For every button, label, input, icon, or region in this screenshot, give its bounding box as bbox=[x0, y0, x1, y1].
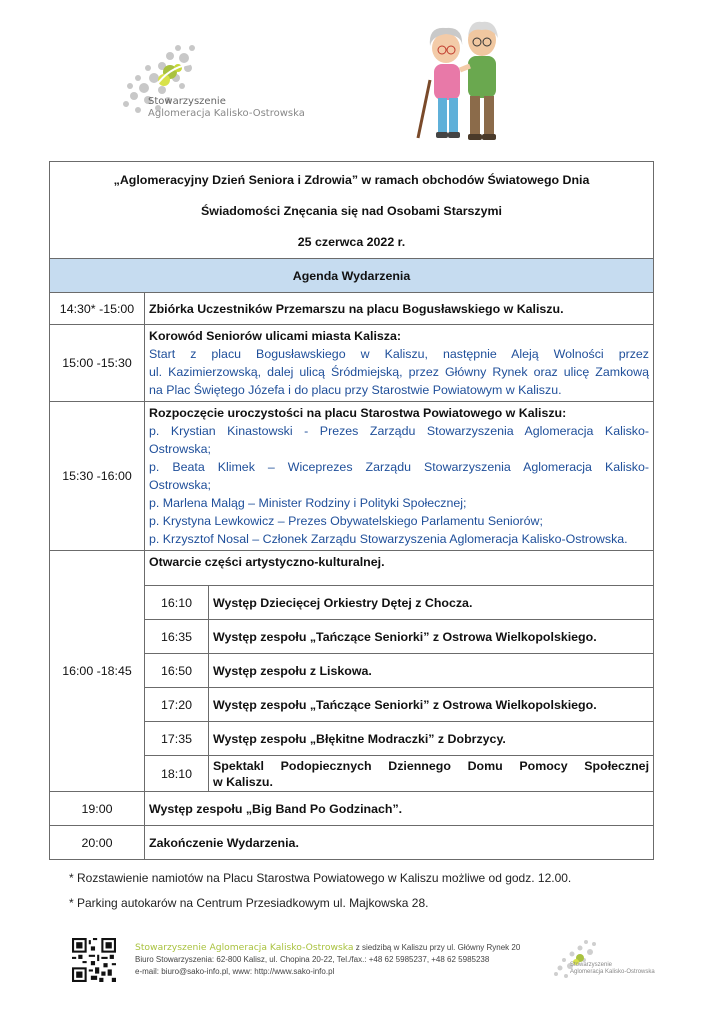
row-time: 15:30 -16:00 bbox=[50, 402, 145, 551]
row-title: Rozpoczęcie uroczystości na placu Starostwa Powiatowego w Kaliszu: bbox=[149, 406, 567, 420]
agenda-table bbox=[49, 161, 654, 860]
speaker-line: p. Krystian Kinastowski - Prezes Zarządu Stowarzyszenia Aglomeracja Kalisko- bbox=[149, 424, 650, 438]
row-program bbox=[145, 551, 654, 792]
event-title-line-1: „Aglomeracyjny Dzień Seniora i Zdrowia” w ramach obchodów Światowego Dnia bbox=[113, 173, 590, 187]
footer-email-www: e-mail: biuro@sako-info.pl, www: http://www.sako-info.pl bbox=[135, 967, 335, 976]
row-line: Start z placu Bogusławskiego w Kaliszu, następnie Aleją Wolności przez bbox=[149, 347, 650, 361]
footnote-tents: * Rozstawienie namiotów na Placu Starostwa Powiatowego w Kaliszu możliwe od godz. 12.00. bbox=[69, 871, 572, 885]
row-text: Zakończenie Wydarzenia. bbox=[145, 826, 654, 860]
footnote-parking: * Parking autokarów na Centrum Przesiadkowym ul. Majkowska 28. bbox=[69, 896, 429, 910]
program-text: Występ Dziecięcej Orkiestry Dętej z Chocza. bbox=[209, 586, 654, 620]
agenda-title-row bbox=[50, 259, 654, 293]
program-text: Występ zespołu „Tańczące Seniorki” z Ostrowa Wielkopolskiego. bbox=[209, 688, 654, 722]
program-row bbox=[145, 756, 654, 792]
speaker-line: p. Krzysztof Nosal – Członek Zarządu Stowarzyszenia Aglomeracja Kalisko-Ostrowska. bbox=[149, 532, 628, 546]
footer-org-name: Stowarzyszenie Aglomeracja Kalisko-Ostrowska bbox=[135, 942, 354, 953]
logo-caption bbox=[148, 96, 305, 120]
row-description bbox=[145, 325, 654, 402]
row-time: 15:00 -15:30 bbox=[50, 325, 145, 402]
program-time: 16:35 bbox=[145, 620, 209, 654]
program-row bbox=[145, 654, 654, 688]
program-text: Występ zespołu „Tańczące Seniorki” z Ostrowa Wielkopolskiego. bbox=[209, 620, 654, 654]
row-text: Występ zespołu „Big Band Po Godzinach”. bbox=[145, 792, 654, 826]
row-text: Zbiórka Uczestników Przemarszu na placu Bogusławskiego w Kaliszu. bbox=[145, 293, 654, 325]
speaker-line: p. Marlena Maląg – Minister Rodziny i Polityki Społecznej; bbox=[149, 496, 467, 510]
header-row bbox=[50, 162, 654, 259]
agenda-title: Agenda Wydarzenia bbox=[50, 259, 654, 293]
program-text bbox=[209, 756, 654, 792]
logo-line-2: Aglomeracja Kalisko-Ostrowska bbox=[148, 108, 305, 119]
program-time: 18:10 bbox=[145, 756, 209, 792]
row-description bbox=[145, 402, 654, 551]
program-text-line: Spektakl Podopiecznych Dziennego Domu Pomocy Społecznej bbox=[213, 758, 650, 773]
program-time: 17:35 bbox=[145, 722, 209, 756]
table-row bbox=[50, 551, 654, 792]
speaker-line: p. Beata Klimek – Wiceprezes Zarządu Stowarzyszenia Aglomeracja Kalisko- bbox=[149, 460, 650, 474]
event-header bbox=[50, 162, 654, 259]
footer-logo-line-2: Aglomeracja Kalisko-Ostrowska bbox=[570, 969, 655, 975]
program-text: Występ zespołu z Liskowa. bbox=[209, 654, 654, 688]
footnotes bbox=[69, 866, 571, 916]
qr-code-icon bbox=[72, 938, 116, 982]
footer-office: Biuro Stowarzyszenia: 62-800 Kalisz, ul. Chopina 20-22, Tel./fax.: +48 62 5985237, +48 62 5985238 bbox=[135, 955, 490, 964]
program-time: 17:20 bbox=[145, 688, 209, 722]
row-title: Korowód Seniorów ulicami miasta Kalisza: bbox=[149, 329, 401, 343]
row-time: 16:00 -18:45 bbox=[50, 551, 145, 792]
page-footer bbox=[72, 938, 672, 988]
table-row bbox=[50, 293, 654, 325]
row-time: 19:00 bbox=[50, 792, 145, 826]
seniors-illustration bbox=[412, 10, 512, 145]
program-row bbox=[145, 722, 654, 756]
footer-logo-caption bbox=[570, 962, 655, 976]
program-text: Występ zespołu „Błękitne Modraczki” z Dobrzycy. bbox=[209, 722, 654, 756]
event-date: 25 czerwca 2022 r. bbox=[297, 235, 406, 249]
row-time: 20:00 bbox=[50, 826, 145, 860]
footer-seat: z siedzibą w Kaliszu przy ul. Główny Rynek 20 bbox=[353, 943, 521, 952]
table-row bbox=[50, 325, 654, 402]
program-text-line: w Kaliszu. bbox=[213, 774, 273, 789]
row-time: 14:30* -15:00 bbox=[50, 293, 145, 325]
program-row bbox=[145, 688, 654, 722]
program-row bbox=[145, 620, 654, 654]
program-table bbox=[144, 585, 654, 792]
program-time: 16:10 bbox=[145, 586, 209, 620]
speaker-line: Ostrowska; bbox=[149, 442, 211, 456]
row-line: ul. Kazimierzowską, dalej ulicą Śródmiejską, przez Główny Rynek oraz ulicę Zamkową bbox=[149, 365, 650, 379]
program-row bbox=[145, 586, 654, 620]
event-title-line-2: Świadomości Znęcania się nad Osobami Starszymi bbox=[201, 204, 502, 218]
row-title: Otwarcie części artystyczno-kulturalnej. bbox=[149, 555, 385, 569]
speaker-line: Ostrowska; bbox=[149, 478, 211, 492]
table-row bbox=[50, 826, 654, 860]
logo-line-1: Stowarzyszenie bbox=[148, 96, 226, 107]
speaker-line: p. Krystyna Lewkowicz – Prezes Obywatelskiego Parlamentu Seniorów; bbox=[149, 514, 543, 528]
footer-contact bbox=[135, 942, 520, 978]
program-time: 16:50 bbox=[145, 654, 209, 688]
table-row bbox=[50, 402, 654, 551]
row-line: na Plac Świętego Józefa i do placu przy Starostwie Powiatowym w Kaliszu. bbox=[149, 383, 562, 397]
footer-logo-line-1: Stowarzyszenie bbox=[570, 962, 613, 968]
table-row bbox=[50, 792, 654, 826]
